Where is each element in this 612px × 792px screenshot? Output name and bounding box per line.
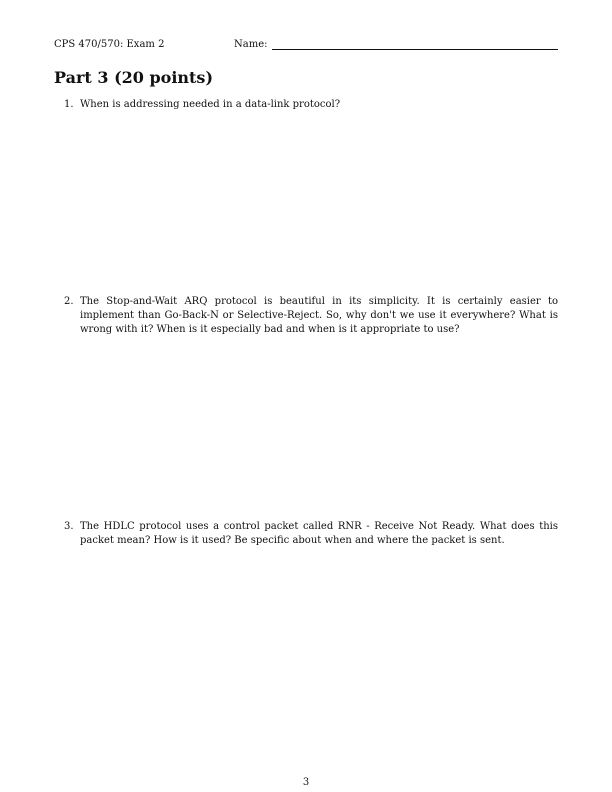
- question-number: 1.: [64, 99, 74, 110]
- course-title: CPS 470/570: Exam 2: [54, 39, 165, 50]
- question-number: 2.: [64, 296, 74, 307]
- name-label: Name:: [234, 39, 268, 50]
- part-title: Part 3 (20 points): [54, 68, 214, 87]
- page-number: 3: [302, 777, 310, 788]
- question-text: When is addressing needed in a data-link protocol?: [80, 99, 341, 110]
- question-number: 3.: [64, 521, 74, 532]
- question-2: [64, 295, 558, 337]
- question-text: The Stop-and-Wait ARQ protocol is beautiful in its simplicity. It is certainly easier to implement than Go-Back-N or Selective-Reject. So, why don't we use it everywhere? What is wrong with it? When is it especially bad and when is it appropriate to use?: [80, 296, 558, 335]
- question-text: The HDLC protocol uses a control packet called RNR - Receive Not Ready. What does this packet mean? How is it used? Be specific about when and where the packet is sent.: [80, 521, 558, 546]
- page-header: [54, 38, 558, 52]
- question-3: [64, 520, 558, 548]
- question-1: [64, 98, 558, 112]
- name-field-line: [272, 49, 558, 50]
